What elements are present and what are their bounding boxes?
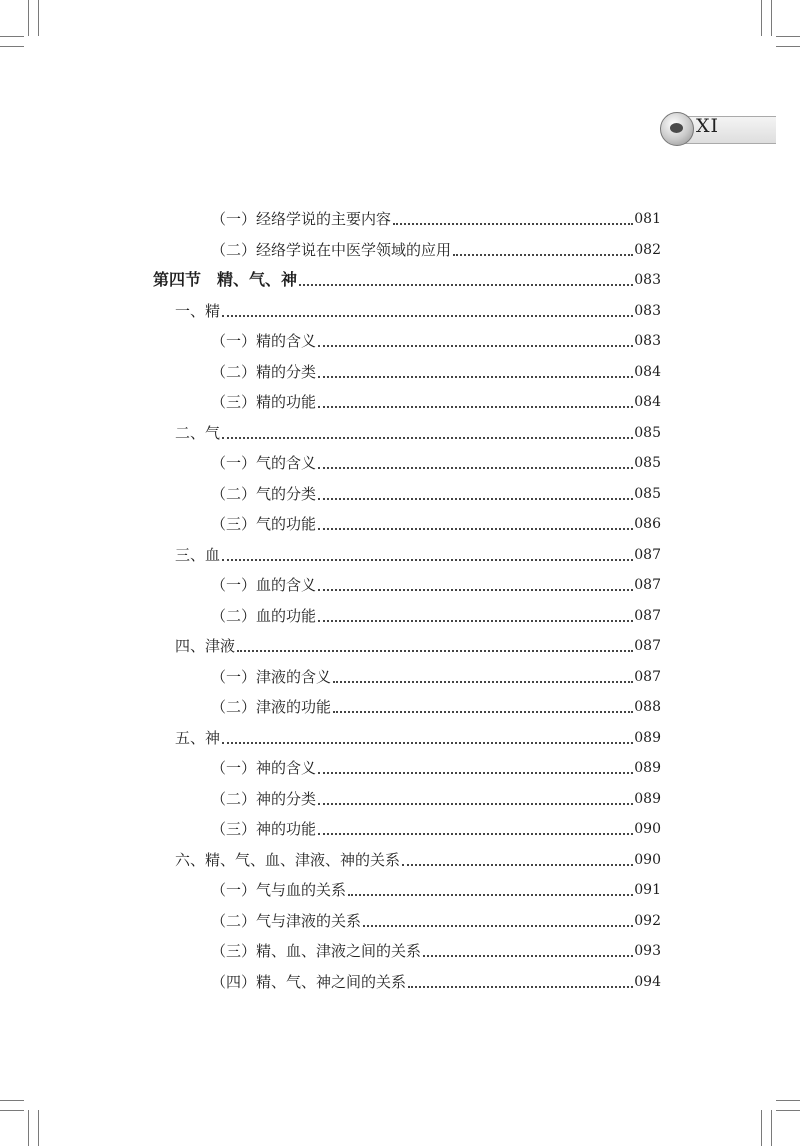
toc-entry-title: （二）经络学说在中医学领域的应用	[211, 240, 452, 259]
toc-entry[interactable]	[175, 541, 661, 565]
toc-entry-page: 083	[634, 272, 661, 288]
toc-leader-dots	[222, 437, 633, 439]
toc-entry[interactable]	[211, 693, 661, 717]
toc-leader-dots	[318, 376, 633, 378]
toc-entry-page: 090	[634, 851, 661, 868]
toc-entry-page: 092	[634, 912, 661, 929]
toc-leader-dots	[222, 559, 633, 561]
toc-entry-title: （一）气与血的关系	[211, 881, 347, 899]
toc-leader-dots	[408, 986, 633, 988]
toc-entry[interactable]	[211, 358, 661, 382]
toc-entry-title: （一）气的含义	[211, 454, 317, 472]
toc-entry-page: 085	[634, 424, 661, 441]
toc-entry[interactable]	[211, 480, 661, 504]
toc-entry-title: （三）气的功能	[211, 515, 317, 533]
toc-entry-title: 六、精、气、血、津液、神的关系	[175, 850, 401, 869]
toc-entry-page: 084	[634, 394, 661, 410]
toc-entry-page: 087	[634, 607, 661, 624]
toc-entry-title: （一）经络学说的主要内容	[211, 210, 392, 228]
toc-entry-title: （三）神的功能	[211, 820, 317, 838]
toc-entry-title: （一）津液的含义	[211, 667, 332, 686]
toc-entry[interactable]	[211, 236, 661, 260]
toc-entry[interactable]	[211, 937, 661, 961]
toc-entry[interactable]	[211, 602, 661, 626]
toc-leader-dots	[348, 894, 633, 896]
toc-entry-title: （二）津液的功能	[211, 698, 332, 716]
toc-entry-page: 091	[634, 882, 661, 898]
toc-entry-page: 089	[634, 729, 661, 746]
toc-leader-dots	[222, 742, 633, 744]
toc-leader-dots	[318, 498, 633, 500]
toc-entry[interactable]	[211, 205, 661, 229]
toc-entry[interactable]	[175, 846, 661, 870]
toc-entry-title: 三、血	[175, 545, 221, 564]
toc-leader-dots	[318, 528, 633, 530]
toc-entry[interactable]	[211, 815, 661, 839]
toc-entry-page: 081	[634, 211, 661, 227]
toc-entry-title: （四）精、气、神之间的关系	[211, 972, 407, 991]
toc-entry-page: 085	[634, 455, 661, 471]
toc-entry[interactable]	[211, 968, 661, 992]
toc-entry-title: （三）精、血、津液之间的关系	[211, 942, 422, 960]
toc-entry[interactable]	[153, 266, 661, 290]
toc-entry[interactable]	[175, 632, 661, 656]
toc-entry[interactable]	[211, 449, 661, 473]
toc-entry[interactable]	[211, 907, 661, 931]
toc-entry-page: 087	[634, 546, 661, 563]
toc-entry[interactable]	[211, 754, 661, 778]
toc-entry-page: 087	[634, 668, 661, 685]
toc-leader-dots	[318, 833, 633, 835]
toc-entry-title: （二）气与津液的关系	[211, 911, 362, 930]
toc-leader-dots	[318, 345, 633, 347]
toc-leader-dots	[393, 223, 633, 225]
toc-leader-dots	[453, 254, 633, 256]
toc-entry-title: （二）气的分类	[211, 484, 317, 503]
toc-leader-dots	[423, 955, 633, 957]
toc-leader-dots	[363, 925, 633, 927]
toc-entry[interactable]	[175, 724, 661, 748]
toc-entry[interactable]	[211, 388, 661, 412]
toc-entry-page: 090	[634, 821, 661, 837]
toc-entry-title: （一）精的含义	[211, 332, 317, 350]
toc-entry[interactable]	[211, 663, 661, 687]
toc-entry-page: 084	[634, 363, 661, 380]
toc-entry-page: 085	[634, 485, 661, 502]
toc-leader-dots	[237, 650, 633, 652]
toc-entry-page: 087	[634, 638, 661, 654]
toc-entry-page: 089	[634, 790, 661, 807]
toc-entry-page: 086	[634, 516, 661, 532]
toc-leader-dots	[333, 711, 633, 713]
toc-entry-page: 089	[634, 760, 661, 776]
toc-leader-dots	[318, 467, 633, 469]
toc-entry-page: 083	[634, 302, 661, 319]
toc-entry[interactable]	[211, 571, 661, 595]
toc-entry-title: （一）神的含义	[211, 759, 317, 777]
toc-leader-dots	[318, 772, 633, 774]
toc-entry-title: （二）血的功能	[211, 606, 317, 625]
toc-entry-title: 五、神	[175, 728, 221, 747]
toc-leader-dots	[333, 681, 633, 683]
toc-entry-page: 088	[634, 699, 661, 715]
toc-entry-title: （二）神的分类	[211, 789, 317, 808]
toc-entry[interactable]	[175, 297, 661, 321]
toc-entry[interactable]	[211, 785, 661, 809]
toc-leader-dots	[402, 864, 633, 866]
toc-entry[interactable]	[211, 876, 661, 900]
toc-leader-dots	[318, 589, 633, 591]
toc-entry[interactable]	[175, 419, 661, 443]
toc-entry-page: 087	[634, 577, 661, 593]
toc-entry-page: 094	[634, 973, 661, 990]
toc-entry-page: 083	[634, 333, 661, 349]
toc-entry-title: （一）血的含义	[211, 576, 317, 594]
toc-entry[interactable]	[211, 510, 661, 534]
toc-entry-title: （三）精的功能	[211, 393, 317, 411]
toc-leader-dots	[318, 803, 633, 805]
toc-leader-dots	[222, 315, 633, 317]
toc-entry-page: 082	[634, 241, 661, 258]
toc-entry-title: （二）精的分类	[211, 362, 317, 381]
toc-entry[interactable]	[211, 327, 661, 351]
toc-entry-title: 第四节 精、气、神	[153, 270, 298, 289]
toc-entry-title: 四、津液	[175, 637, 236, 655]
toc-entry-title: 二、气	[175, 423, 221, 442]
toc-leader-dots	[299, 284, 633, 286]
toc-leader-dots	[318, 620, 633, 622]
toc-entry-title: 一、精	[175, 301, 221, 320]
page-number: XI	[696, 115, 720, 137]
toc-leader-dots	[318, 406, 633, 408]
toc-entry-page: 093	[634, 943, 661, 959]
